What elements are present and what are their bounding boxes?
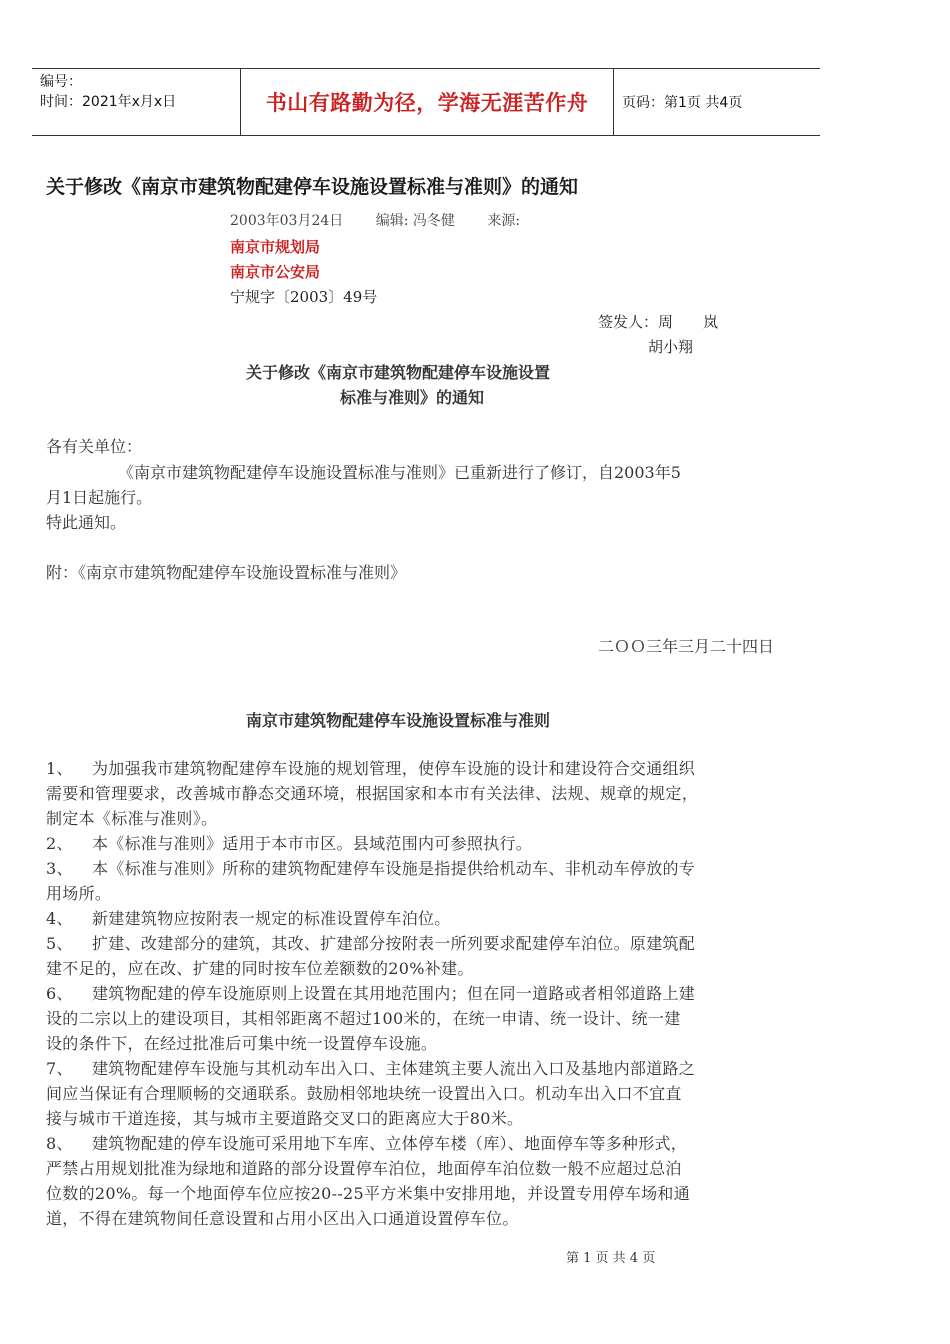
article-text: 建筑物配建停车设施与其机动车出入口、主体建筑主要人流出入口及基地内部道路之 [92, 1059, 696, 1078]
article-text: 扩建、改建部分的建筑，其改、扩建部分按附表一所列要求配建停车泊位。原建筑配 [92, 934, 696, 953]
article-text: 建筑物配建的停车设施原则上设置在其用地范围内；但在同一道路或者相邻道路上建 [92, 984, 696, 1003]
signer-second: 胡小翔 [648, 338, 694, 356]
article-line [46, 1181, 806, 1206]
salutation: 各有关单位： [46, 437, 143, 456]
article-line [46, 1131, 806, 1156]
attachment-line: 附：《南京市建筑物配建停车设施设置标准与准则》 [46, 563, 407, 582]
article-line [46, 856, 806, 881]
closing: 特此通知。 [46, 513, 127, 532]
document-title: 关于修改《南京市建筑物配建停车设施设置标准与准则》的通知 [46, 176, 579, 198]
article-line [46, 1156, 806, 1181]
article-line [46, 1056, 806, 1081]
article-text: 接与城市干道连接，其与城市主要道路交叉口的距离应大于80米。 [46, 1109, 524, 1128]
standard-title: 南京市建筑物配建停车设施设置标准与准则 [246, 711, 551, 730]
header-time: 时间：2021年x月x日 [40, 94, 177, 110]
article-line [46, 1031, 806, 1056]
article-number: 7、 [46, 1059, 73, 1078]
article-number: 6、 [46, 984, 73, 1003]
article-text: 为加强我市建筑物配建停车设施的规划管理，使停车设施的设计和建设符合交通组织 [92, 759, 696, 778]
article-text: 间应当保证有合理顺畅的交通联系。鼓励相邻地块统一设置出入口。机动车出入口不宜直 [46, 1084, 682, 1103]
notice-title-line2: 标准与准则》的通知 [340, 388, 485, 407]
article-line [46, 1206, 806, 1231]
article-text: 设的二宗以上的建设项目，其相邻距离不超过100米的，在统一申请、统一设计、统一建 [46, 1009, 681, 1028]
article-number: 2、 [46, 834, 73, 853]
article-line [46, 981, 806, 1006]
article-text: 建筑物配建的停车设施可采用地下车库、立体停车楼（库）、地面停车等多种形式， [92, 1134, 688, 1153]
notice-title-line1: 关于修改《南京市建筑物配建停车设施设置 [246, 363, 551, 382]
article-text: 新建建筑物应按附表一规定的标准设置停车泊位。 [92, 909, 451, 928]
article-line [46, 906, 806, 931]
article-text: 制定本《标准与准则》。 [46, 809, 218, 828]
document-date: 2003年03月24日 [230, 213, 344, 229]
page-footer: 第 1 页 共 4 页 [566, 1251, 656, 1266]
header-meta [32, 69, 241, 135]
header-number: 编号： [40, 74, 82, 90]
article-text: 建不足的，应在改、扩建的同时按车位差额数的20%补建。 [46, 959, 474, 978]
article-text: 严禁占用规划批准为绿地和道路的部分设置停车泊位，地面停车泊位数一般不应超过总泊 [46, 1159, 682, 1178]
article-text: 本《标准与准则》所称的建筑物配建停车设施是指提供给机动车、非机动车停放的专 [92, 859, 696, 878]
article-line [46, 931, 806, 956]
signer-label: 签发人：周 [598, 313, 674, 331]
article-line [46, 1106, 806, 1131]
notice-body-line1: 《南京市建筑物配建停车设施设置标准与准则》已重新进行了修订，自2003年5 [118, 463, 681, 482]
article-line [46, 831, 806, 856]
document-meta [230, 210, 548, 230]
article-text: 道，不得在建筑物间任意设置和占用小区出入口通道设置停车位。 [46, 1209, 519, 1228]
issuing-org-planning: 南京市规划局 [230, 238, 321, 256]
article-number: 1、 [46, 759, 73, 778]
header-motto: 书山有路勤为径，学海无涯苦作舟 [241, 69, 614, 135]
article-number: 8、 [46, 1134, 73, 1153]
signer-line [598, 311, 718, 332]
article-line [46, 806, 806, 831]
article-text: 位数的20%。每一个地面停车位应按20--25平方米集中安排用地，并设置专用停车场和通 [46, 1184, 690, 1203]
article-text: 本《标准与准则》适用于本市市区。县域范围内可参照执行。 [92, 834, 533, 853]
page-header [32, 68, 820, 136]
issuing-org-police: 南京市公安局 [230, 263, 321, 281]
sign-date: 二ＯＯ三年三月二十四日 [598, 637, 775, 656]
article-text: 设的条件下，在经过批准后可集中统一设置停车设施。 [46, 1034, 438, 1053]
article-line [46, 956, 806, 981]
article-line [46, 1006, 806, 1031]
article-line [46, 1081, 806, 1106]
document-source: 来源: [487, 213, 521, 229]
article-number: 4、 [46, 909, 73, 928]
article-line [46, 881, 806, 906]
signer-lan: 岚 [703, 313, 719, 331]
articles-list [46, 756, 806, 1231]
article-line [46, 781, 806, 806]
article-number: 3、 [46, 859, 73, 878]
document-number: 宁规字〔2003〕49号 [230, 288, 378, 306]
notice-body-line2: 月1日起施行。 [46, 488, 153, 507]
header-page-info: 页码：第1页 共4页 [622, 95, 743, 111]
article-text: 用场所。 [46, 884, 112, 903]
document-editor: 编辑: 冯冬健 [375, 213, 455, 229]
article-text: 需要和管理要求，改善城市静态交通环境，根据国家和本市有关法律、法规、规章的规定， [46, 784, 699, 803]
article-number: 5、 [46, 934, 73, 953]
article-line [46, 756, 806, 781]
